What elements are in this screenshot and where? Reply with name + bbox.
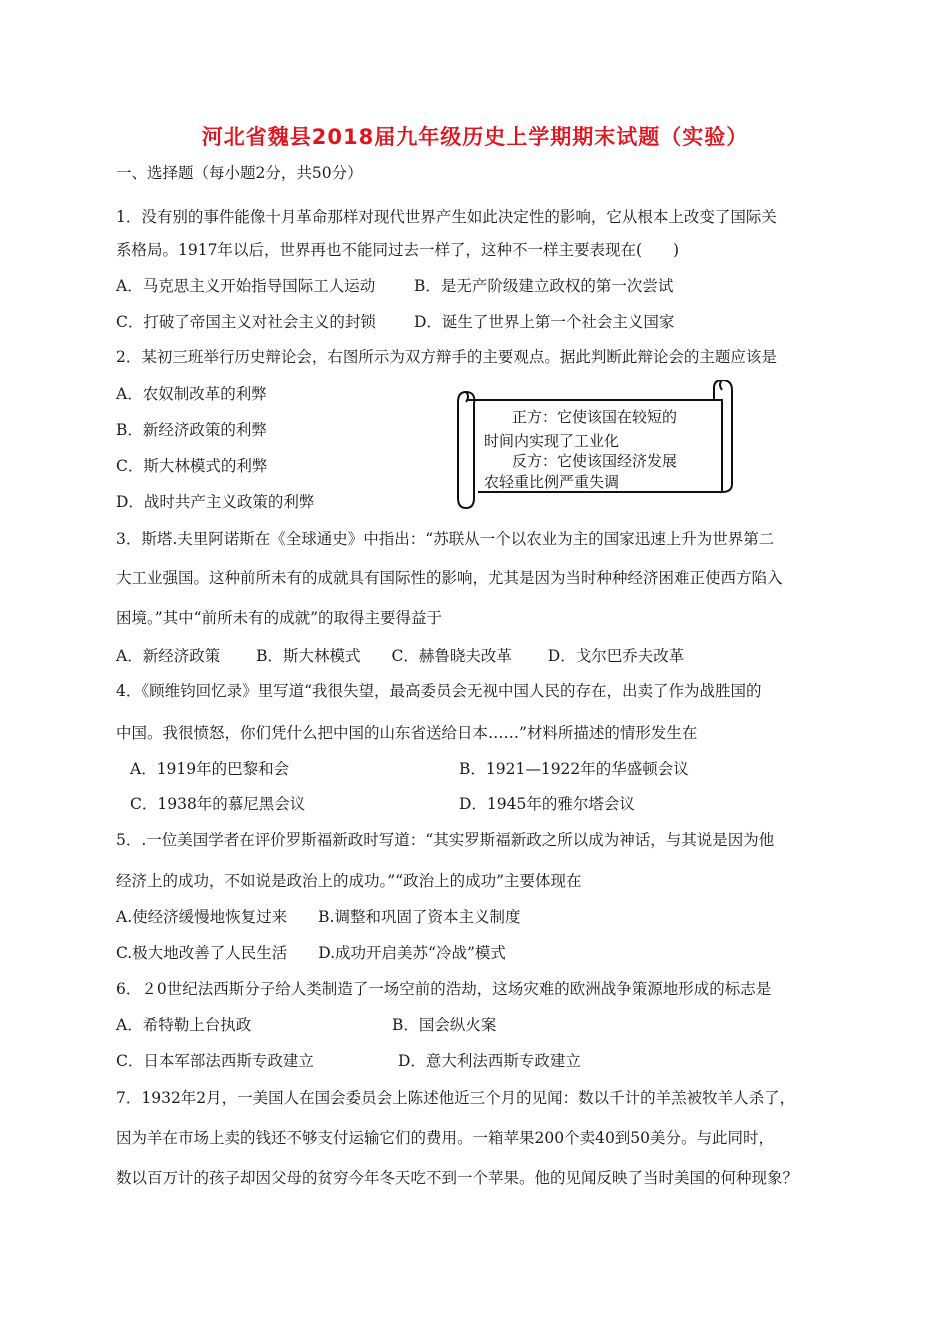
question-4-stem-line2: 中国。我很愤怒，你们凭什么把中国的山东省送给日本……”材料所描述的情形发生在 (116, 724, 698, 742)
question-1-option-c: C．打破了帝国主义对社会主义的封锁 (116, 313, 376, 331)
question-2-option-c: C．斯大林模式的利弊 (116, 457, 268, 475)
scroll-line-4: 农轻重比例严重失调 (484, 473, 620, 491)
question-5-options-cd: C.极大地改善了人民生活 D.成功开启美苏“冷战”模式 (116, 944, 506, 962)
question-2-option-b: B．新经济政策的利弊 (116, 421, 267, 439)
question-4-stem-line1: 4．《顾维钧回忆录》里写道“我很失望，最高委员会无视中国人民的存在，出卖了作为战胜国的 (116, 682, 762, 700)
question-1-stem-line1: 1．没有别的事件能像十月革命那样对现代世界产生如此决定性的影响，它从根本上改变了国际关 (116, 208, 777, 226)
scroll-line-2: 时间内实现了工业化 (484, 432, 620, 450)
question-1-option-a: A．马克思主义开始指导国际工人运动 (116, 277, 376, 295)
question-4-option-a: A．1919年的巴黎和会 (130, 760, 290, 778)
section-heading: 一、选择题（每小题2分，共50分） (116, 164, 363, 182)
question-3-stem-line2: 大工业强国。这种前所未有的成就具有国际性的影响，尤其是因为当时种种经济困难正使西方陷入 (116, 569, 783, 587)
question-4-option-b: B．1921—1922年的华盛顿会议 (459, 760, 689, 778)
question-6-option-a: A．希特勒上台执政 (116, 1016, 252, 1034)
question-1-stem-line2: 系格局。1917年以后，世界再也不能同过去一样了，这种不一样主要表现在( ) (116, 241, 680, 259)
question-6-option-d: D．意大利法西斯专政建立 (398, 1052, 581, 1070)
question-2-stem: 2．某初三班举行历史辩论会，右图所示为双方辩手的主要观点。据此判断此辩论会的主题应该是 (116, 348, 777, 366)
question-6-option-b: B．国会纵火案 (392, 1016, 497, 1034)
question-7-stem-line1: 7．1932年2月，一美国人在国会委员会上陈述他近三个月的见闻：数以千计的羊羔被牧羊人杀了， (116, 1089, 796, 1107)
question-3-options: A．新经济政策 B．斯大林模式 C．赫鲁晓夫改革 D．戈尔巴乔夫改革 (116, 647, 685, 665)
question-7-stem-line2: 因为羊在市场上卖的钱还不够支付运输它们的费用。一箱苹果200个卖40到50美分。与此同时， (116, 1129, 775, 1147)
question-5-stem-line1: 5．.一位美国学者在评价罗斯福新政时写道：“其实罗斯福新政之所以成为神话，与其说是因为他 (116, 831, 775, 849)
question-1-option-b: B．是无产阶级建立政权的第一次尝试 (414, 277, 674, 295)
question-3-stem-line1: 3．斯塔.夫里阿诺斯在《全球通史》中指出：“苏联从一个以农业为主的国家迅速上升为世界第二 (116, 530, 775, 548)
question-5-options-ab: A.使经济缓慢地恢复过来 B.调整和巩固了资本主义制度 (116, 908, 521, 926)
scroll-line-3: 反方：它使该国经济发展 (512, 452, 678, 470)
question-1-option-d: D．诞生了世界上第一个社会主义国家 (414, 313, 675, 331)
question-3-stem-line3: 困境。”其中“前所未有的成就”的取得主要得益于 (116, 609, 443, 627)
scroll-line-1: 正方：它使该国在较短的 (512, 408, 678, 426)
question-2-option-a: A．农奴制改革的利弊 (116, 385, 267, 403)
question-6-option-c: C．日本军部法西斯专政建立 (116, 1052, 314, 1070)
question-4-option-c: C．1938年的慕尼黑会议 (130, 795, 306, 813)
question-4-option-d: D．1945年的雅尔塔会议 (459, 795, 635, 813)
question-2-option-d: D．战时共产主义政策的利弊 (116, 493, 315, 511)
question-5-stem-line2: 经济上的成功，不如说是政治上的成功。”“政治上的成功”主要体现在 (116, 872, 582, 890)
question-6-stem: 6．２0世纪法西斯分子给人类制造了一场空前的浩劫，这场灾难的欧洲战争策源地形成的标志是 (116, 980, 772, 998)
question-7-stem-line3: 数以百万计的孩子却因父母的贫穷今年冬天吃不到一个苹果。他的见闻反映了当时美国的何种现象？ (116, 1169, 799, 1187)
page-title: 河北省魏县2018届九年级历史上学期期末试题（实验） (201, 125, 749, 149)
